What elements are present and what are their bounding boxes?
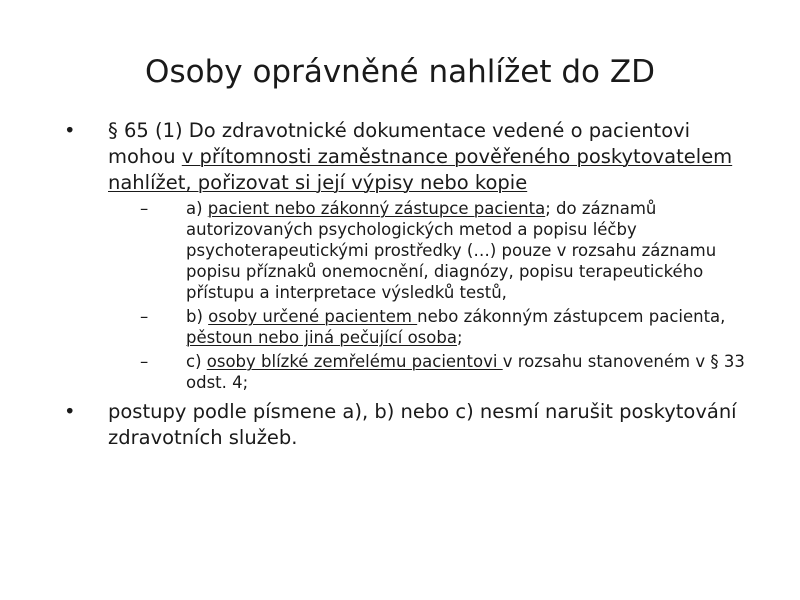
dash-icon: – bbox=[140, 199, 149, 218]
bullet-1-underlined: v přítomnosti zaměstnance pověřeného poskytovatelem nahlížet, pořizovat si její výpisy nebo kopie bbox=[108, 145, 733, 194]
sub-item-a bbox=[108, 198, 754, 303]
sub-b-rest: ; bbox=[456, 328, 463, 347]
slide-title: Osoby oprávněné nahlížet do ZD bbox=[145, 54, 655, 90]
bullet-list bbox=[64, 118, 754, 451]
sub-b-mid: nebo zákonným zástupcem pacienta, bbox=[417, 307, 726, 326]
bullet-item-1 bbox=[64, 118, 754, 393]
bullet-2-text: postupy podle písmene a), b) nebo c) nesmí narušit poskytování zdravotních služeb. bbox=[108, 400, 737, 449]
sub-item-c bbox=[108, 351, 754, 393]
sub-b-prefix: b) bbox=[186, 307, 209, 326]
sub-c-rest: v rozsahu stanoveném v § 33 odst. 4; bbox=[186, 352, 745, 392]
bullet-1-intro: § 65 (1) Do zdravotnické dokumentace vedené o pacientovi mohou bbox=[108, 119, 691, 168]
sub-c-prefix: c) bbox=[186, 352, 207, 371]
bullet-icon: • bbox=[64, 400, 76, 423]
sub-a-prefix: a) bbox=[186, 199, 208, 218]
sub-b-underlined-2: pěstoun nebo jiná pečující osoba bbox=[186, 328, 457, 347]
sub-c-underlined: osoby blízké zemřelému pacientovi bbox=[206, 352, 503, 371]
sub-b-underlined: osoby určené pacientem bbox=[208, 307, 418, 326]
sub-item-b bbox=[108, 306, 754, 348]
sub-a-rest: ; do záznamů autorizovaných psychologických metod a popisu léčby psychoterapeutickými prostředky (…) pouze v rozsahu záznamu popisu příznaků onemocnění, diagnózy, popisu terapeutického přístupu a interpretace výsledků testů, bbox=[186, 199, 717, 302]
dash-icon: – bbox=[140, 307, 149, 326]
dash-icon: – bbox=[140, 352, 149, 371]
bullet-item-2 bbox=[64, 399, 754, 451]
sub-list bbox=[108, 198, 754, 393]
sub-a-underlined: pacient nebo zákonný zástupce pacienta bbox=[207, 199, 546, 218]
bullet-icon: • bbox=[64, 119, 76, 142]
